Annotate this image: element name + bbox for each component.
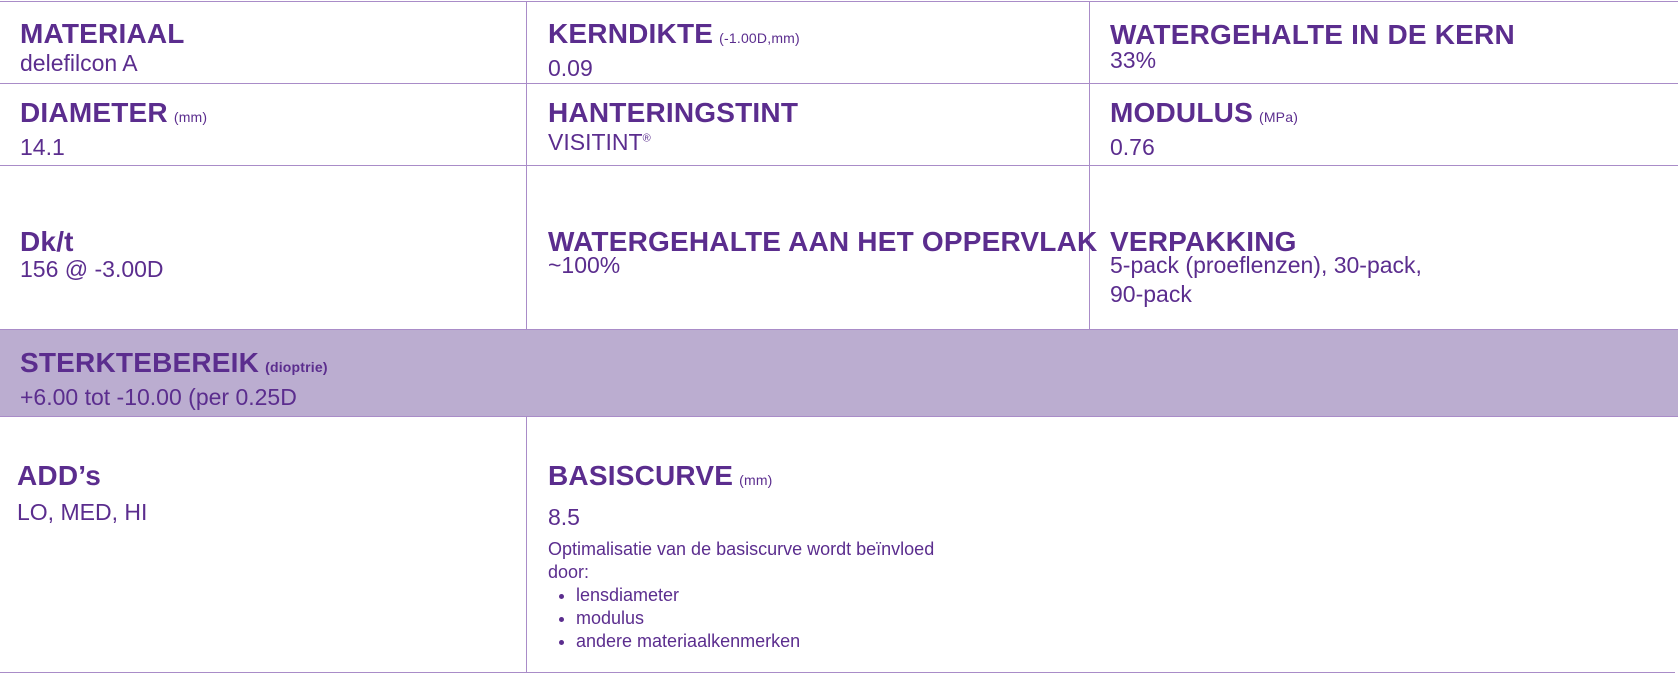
diameter-label: [20, 97, 207, 133]
material-cell: [20, 18, 185, 78]
center-thickness-value: 0.09: [548, 55, 593, 81]
modulus-label: [1110, 97, 1298, 133]
modulus-value: 0.76: [1110, 134, 1155, 160]
packaging-line2: 90-pack: [1110, 281, 1192, 307]
power-range-unit: (dioptrie): [265, 359, 328, 375]
power-range-label: [20, 347, 328, 383]
core-water-cell: [1110, 19, 1515, 75]
power-range-title: STERKTEBEREIK: [20, 347, 260, 378]
handling-tint-text: VISITINT: [548, 129, 643, 155]
list-item: • andere materiaalkenmerken: [576, 630, 934, 653]
packaging-line1: 5-pack (proeflenzen), 30-pack,: [1110, 252, 1422, 278]
surface-water-value: ~100%: [548, 252, 621, 278]
divider-col1: [526, 1, 527, 329]
diameter-cell: [20, 97, 207, 162]
rule-row1: [0, 83, 1678, 84]
center-thickness-label: [548, 18, 800, 54]
center-thickness-title: KERNDIKTE: [548, 18, 714, 49]
modulus-title: MODULUS: [1110, 97, 1253, 128]
rule-row3: [0, 329, 1678, 330]
diameter-value: 14.1: [20, 134, 65, 160]
packaging-label: VERPAKKING: [1110, 226, 1297, 257]
core-water-label: WATERGEHALTE IN DE KERN: [1110, 19, 1515, 50]
rule-top: [0, 1, 1678, 2]
rule-row4: [0, 416, 1678, 417]
base-curve-title: BASISCURVE: [548, 460, 734, 491]
list-item: • modulus: [576, 607, 934, 630]
adds-label: ADD’s: [17, 460, 101, 491]
handling-tint-cell: [548, 97, 798, 157]
divider-col1-lower: [526, 417, 527, 672]
base-curve-value: 8.5: [548, 504, 580, 530]
base-curve-note-line1: Optimalisatie van de basiscurve wordt beïnvloed: [548, 539, 935, 559]
base-curve-unit: (mm): [739, 472, 773, 488]
dkt-value: 156 @ -3.00D: [20, 256, 164, 282]
modulus-unit: (MPa): [1258, 109, 1299, 125]
base-curve-label: [548, 460, 934, 496]
material-label: MATERIAAL: [20, 18, 185, 49]
dkt-cell: [20, 226, 164, 284]
adds-cell: [17, 460, 147, 527]
registered-mark: ®: [642, 132, 651, 145]
base-curve-note-line2: door:: [548, 562, 590, 582]
surface-water-label: WATERGEHALTE AAN HET OPPERVLAK: [548, 226, 1098, 257]
base-curve-bullet-list: [548, 584, 934, 653]
center-thickness-unit: (-1.00D,mm): [719, 30, 800, 46]
handling-tint-value: [548, 128, 798, 157]
modulus-cell: [1110, 97, 1298, 162]
surface-water-cell: [548, 226, 1097, 280]
list-item: • lensdiameter: [576, 584, 934, 607]
dkt-label: Dk/t: [20, 226, 74, 257]
power-range-cell: [20, 347, 328, 412]
adds-value: LO, MED, HI: [17, 499, 148, 525]
center-thickness-cell: [548, 18, 800, 83]
power-range-value: +6.00 tot -10.00 (per 0.25D: [20, 384, 297, 410]
rule-bottom: [0, 672, 1675, 673]
diameter-unit: (mm): [173, 109, 208, 125]
handling-tint-label: HANTERINGSTINT: [548, 97, 799, 128]
core-water-value: 33%: [1110, 47, 1157, 73]
diameter-title: DIAMETER: [20, 97, 168, 128]
material-value: delefilcon A: [20, 50, 138, 76]
packaging-cell: [1110, 226, 1422, 309]
base-curve-cell: [548, 460, 934, 653]
rule-row2: [0, 165, 1678, 166]
